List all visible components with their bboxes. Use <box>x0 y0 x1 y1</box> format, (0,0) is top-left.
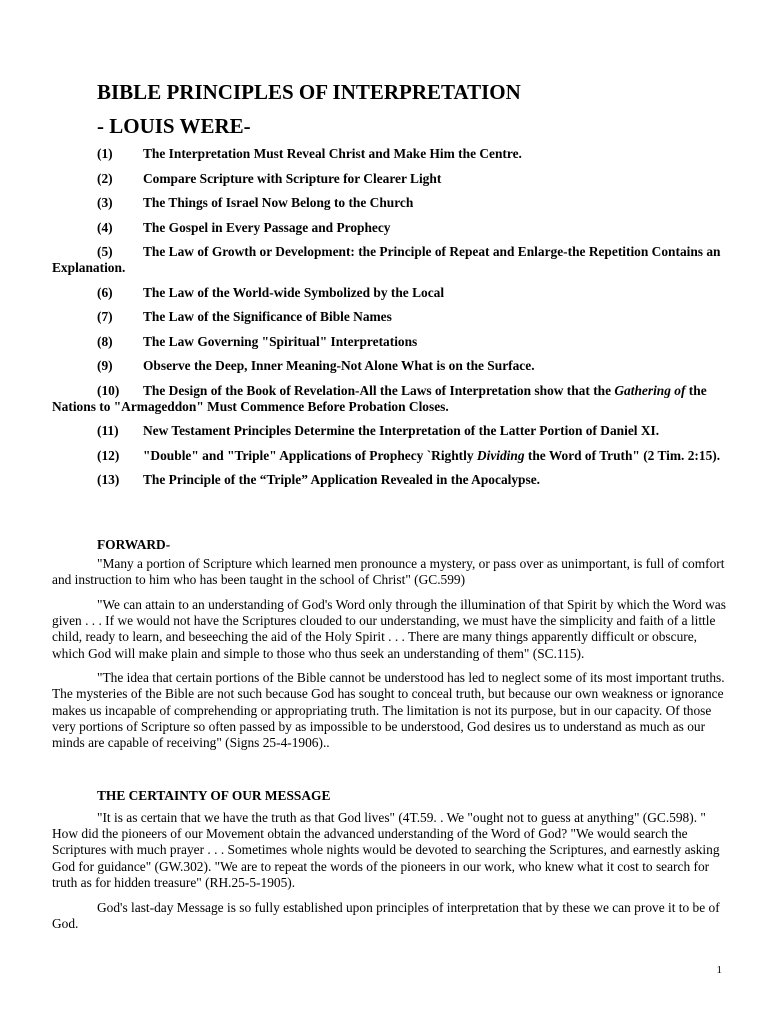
certainty-section <box>52 810 732 940</box>
principle-item <box>52 383 732 415</box>
forward-paragraph: "We can attain to an understanding of God's Word only through the illumination of that Spirit by which the Word was given . . . If we would not have the Scriptures clouded to our understanding, we must have the simplicity and faith of a little child, ready to learn, and beseeching the aid of the Holy Spirit . . . There are many things apparently difficult or obscure, which God will make plain and simple to those who thus seek an understanding of them" (SC.115). <box>52 596 726 661</box>
principle-text: The Law of Growth or Development: the Principle of Repeat and Enlarge-the Repetition Contains an Explanation. <box>52 244 721 275</box>
principle-text: the Word of Truth" (2 Tim. 2:15). <box>524 447 721 463</box>
forward-paragraph: "The idea that certain portions of the Bible cannot be understood has led to neglect some of its most important truths. The mysteries of the Bible are not such because God has sought to conceal truth, but because our own weakness or ignorance makes us incapable of comprehending or appropriating truth. The limitation is not its purpose, but in our capacity. Of those very portions of Scripture so often passed by as impossible to be understood, God desires us to understand as much as our minds are capable of receiving" (Signs 25-4-1906).. <box>52 670 725 751</box>
principle-item <box>52 220 732 236</box>
principle-number: (2) <box>97 170 113 186</box>
principle-number: (5) <box>97 244 113 259</box>
principle-text: The Interpretation Must Reveal Christ and Make Him the Centre. <box>143 146 522 161</box>
principle-number: (6) <box>97 284 113 300</box>
principle-number: (13) <box>97 472 120 487</box>
principle-text: The Law of the Significance of Bible Names <box>143 309 392 324</box>
principle-text-italic: Dividing <box>476 447 525 463</box>
principle-text: Compare Scripture with Scripture for Clearer Light <box>143 170 442 186</box>
principle-item <box>52 146 732 162</box>
forward-heading: FORWARD- <box>97 537 171 552</box>
principle-item <box>52 285 732 301</box>
principle-item <box>52 309 732 325</box>
principle-number: (10) <box>97 382 120 398</box>
principle-item <box>52 423 732 439</box>
principle-number: (4) <box>97 219 113 235</box>
forward-paragraph: "Many a portion of Scripture which learned men pronounce a mystery, or pass over as unimportant, is full of comfort and instruction to him who has been taught in the school of Christ" (GC.599) <box>52 556 725 588</box>
principle-number: (1) <box>97 146 113 161</box>
principle-text: The Principle of the “Triple” Application Revealed in the Apocalypse. <box>143 472 541 487</box>
forward-section <box>52 556 732 760</box>
principle-item <box>52 334 732 350</box>
principle-item <box>52 448 732 464</box>
principle-item <box>52 244 732 276</box>
certainty-heading: THE CERTAINTY OF OUR MESSAGE <box>97 788 331 803</box>
principle-text: The Law of the World-wide Symbolized by the Local <box>143 284 445 300</box>
certainty-paragraph: God's last-day Message is so fully established upon principles of interpretation that by these we can prove it to be of God. <box>52 899 720 931</box>
principle-text: the Nations to "Armageddon" Must Commence Before Probation Closes. <box>52 382 707 414</box>
principle-text-italic: Gathering of <box>614 382 686 398</box>
principle-item <box>52 358 732 374</box>
principle-text: The Gospel in Every Passage and Prophecy <box>143 219 391 235</box>
principle-text: Observe the Deep, Inner Meaning-Not Alone What is on the Surface. <box>143 358 535 373</box>
principle-text: New Testament Principles Determine the Interpretation of the Latter Portion of Daniel XI. <box>143 423 660 438</box>
principle-item <box>52 472 732 488</box>
principles-list <box>52 146 732 497</box>
page-number: 1 <box>716 964 722 976</box>
principle-text: The Law Governing "Spiritual" Interpretations <box>143 333 418 349</box>
principle-item <box>52 195 732 211</box>
principle-number: (9) <box>97 358 113 373</box>
principle-number: (12) <box>97 447 120 463</box>
principle-text: "Double" and "Triple" Applications of Prophecy `Rightly <box>143 447 477 463</box>
principle-text: The Things of Israel Now Belong to the Church <box>143 195 414 210</box>
principle-text: The Design of the Book of Revelation-All the Laws of Interpretation show that the <box>143 382 615 398</box>
principle-number: (11) <box>97 423 119 438</box>
principle-item <box>52 171 732 187</box>
principle-number: (8) <box>97 333 113 349</box>
document-author: - LOUIS WERE- <box>97 114 251 138</box>
principle-number: (7) <box>97 309 113 324</box>
certainty-paragraph: "It is as certain that we have the truth as that God lives" (4T.59. . We "ought not to guess at anything" (GC.598). " How did the pioneers of our Movement obtain the advanced understanding of the Word of God? "We would search the Scriptures with much prayer . . . Sometimes whole nights would be devoted to searching the Scriptures, and earnestly asking God for guidance" (GW.302). "We are to repeat the words of the pioneers in our work, who knew what it cost to search for truth as for hidden treasure" (RH.25-5-1905). <box>52 810 720 890</box>
principle-number: (3) <box>97 195 113 210</box>
document-title: BIBLE PRINCIPLES OF INTERPRETATION <box>97 80 521 104</box>
